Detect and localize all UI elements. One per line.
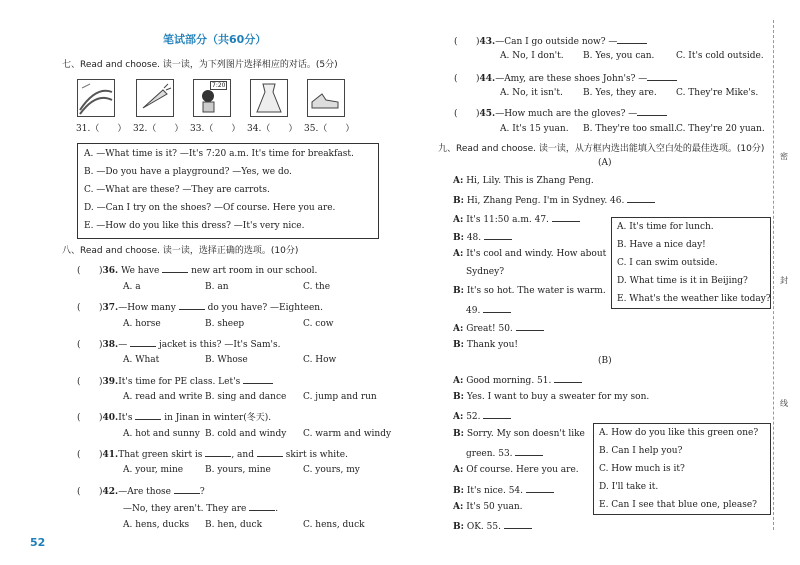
option-c: C. the <box>303 282 331 292</box>
answer-paren[interactable]: ( <box>77 413 90 423</box>
carrots-picture <box>136 79 174 117</box>
dialogue-line: A: Hi, Lily. This is Zhang Peng. <box>453 176 594 186</box>
option-a: A. What <box>123 355 160 365</box>
blank[interactable] <box>174 485 200 494</box>
option-b: B. yours, mine <box>205 465 271 475</box>
dialogue-line: 49. <box>466 304 511 316</box>
dialogue-line: B: Sorry. My son doesn't like <box>453 429 585 439</box>
question-45: ( )45.—How much are the gloves? — <box>454 106 667 119</box>
option-b: B. sing and dance <box>205 392 287 402</box>
option-b: B. Yes, they are. <box>583 88 657 98</box>
section-7-title: 七、Read and choose. 读一读，为下列图片选择相应的对话。(5分) <box>62 60 338 70</box>
blank[interactable] <box>526 484 554 493</box>
pic-answer-35[interactable]: 35.（ ） <box>304 124 355 134</box>
answer-paren[interactable]: ( <box>454 74 467 84</box>
dialogue-option: E. —How do you like this dress? —It's very nice. <box>84 221 305 231</box>
section-header-title: 笔试部分（共60分） <box>163 33 267 46</box>
answer-paren[interactable]: ( <box>77 303 90 313</box>
dialogue-line: B: Hi, Zhang Peng. I'm in Sydney. 46. <box>453 194 655 206</box>
dialogue-line: A: It's 50 yuan. <box>453 502 523 512</box>
pic-answer-31[interactable]: 31.（ ） <box>76 124 127 134</box>
option-b: B. Whose <box>205 355 248 365</box>
page-number: 52 <box>30 536 46 549</box>
question-36: ( )36. We have new art room in our school. <box>77 263 317 276</box>
margin-char: 密 <box>780 152 788 161</box>
option-c: C. cow <box>303 319 334 329</box>
question-39: ( )39.It's time for PE class. Let's <box>77 374 273 387</box>
option-c: C. warm and windy <box>303 429 392 439</box>
dialogue-option: C. —What are these? —They are carrots. <box>84 185 270 195</box>
option-a: A. a <box>123 282 141 292</box>
pic-answer-32[interactable]: 32.（ ） <box>133 124 184 134</box>
option-c: C. yours, my <box>303 465 360 475</box>
dialogue-line: A: 52. <box>453 410 511 422</box>
answer-paren[interactable]: ( <box>77 266 90 276</box>
box-option: A. It's time for lunch. <box>617 222 714 232</box>
blank[interactable] <box>504 520 532 529</box>
dialogue-line: A: It's 11:50 a.m. 47. <box>453 213 580 225</box>
box-option: B. Can I help you? <box>599 446 683 456</box>
options-box-b <box>593 423 771 515</box>
box-option: C. How much is it? <box>599 464 685 474</box>
option-a: A. It's 15 yuan. <box>500 124 569 134</box>
blank[interactable] <box>627 194 655 203</box>
blank[interactable] <box>179 301 205 310</box>
question-40: ( )40.It's in Jinan in winter(冬天). <box>77 410 271 423</box>
section-9-title: 九、Read and choose. 读一读，从方框内选出能填入空白处的最佳选项。(10分) <box>438 144 765 154</box>
answer-paren[interactable]: ( <box>77 377 90 387</box>
question-41: ( )41.That green skirt is , and skirt is white. <box>77 447 348 460</box>
box-option: E. What's the weather like today? <box>617 294 771 304</box>
options-box-a <box>611 217 771 309</box>
answer-paren[interactable]: ( <box>454 37 467 47</box>
blank[interactable] <box>162 264 188 273</box>
blank[interactable] <box>516 322 544 331</box>
answer-paren[interactable]: ( <box>454 109 467 119</box>
pic-answer-34[interactable]: 34.（ ） <box>247 124 298 134</box>
question-38: ( )38.— jacket is this? —It's Sam's. <box>77 337 281 350</box>
option-c: C. jump and run <box>303 392 377 402</box>
margin-char: 封 <box>780 276 788 285</box>
box-option: E. Can I see that blue one, please? <box>599 500 757 510</box>
dialogue-line: A: Great! 50. <box>453 322 544 334</box>
blank[interactable] <box>617 35 647 44</box>
answer-paren[interactable]: ( <box>77 487 90 497</box>
dialogue-line: B: 48. <box>453 231 512 243</box>
section-8-title: 八、Read and choose. 读一读，选择正确的选项。(10分) <box>62 246 299 256</box>
dialogue-line: A: Good morning. 51. <box>453 374 582 386</box>
dialogue-line: B: It's so hot. The water is warm. <box>453 286 606 296</box>
option-b: B. They're too small. <box>583 124 677 134</box>
blank[interactable] <box>637 107 667 116</box>
clock-time: 7:20 <box>212 82 226 89</box>
blank[interactable] <box>257 448 283 457</box>
answer-paren[interactable]: ( <box>77 450 90 460</box>
option-a: A. hens, ducks <box>123 520 190 530</box>
part-a-label: (A) <box>598 158 612 168</box>
option-c: C. It's cold outside. <box>676 51 764 61</box>
seal-dashed-line <box>773 20 774 530</box>
margin-char: 线 <box>780 399 788 408</box>
dialogue-line: Sydney? <box>466 267 505 277</box>
blank[interactable] <box>647 72 677 81</box>
dialogue-line: B: OK. 55. <box>453 520 532 532</box>
pic-answer-33[interactable]: 33.（ ） <box>190 124 241 134</box>
dialogue-line: A: Of course. Here you are. <box>453 465 579 475</box>
question-44: ( )44.—Amy, are these shoes John's? — <box>454 71 677 84</box>
box-option: C. I can swim outside. <box>617 258 718 268</box>
option-b: B. sheep <box>205 319 245 329</box>
option-b: B. cold and windy <box>205 429 287 439</box>
blank[interactable] <box>483 410 511 419</box>
answer-paren[interactable]: ( <box>77 340 90 350</box>
dress-picture <box>250 79 288 117</box>
dialogue-option: A. —What time is it? —It's 7:20 a.m. It's time for breakfast. <box>84 149 354 159</box>
blank[interactable] <box>243 375 273 384</box>
option-a: A. read and write <box>123 392 203 402</box>
dialogue-line: B: Thank you! <box>453 340 519 350</box>
clock-boy-picture <box>193 79 231 117</box>
option-c: C. hens, duck <box>303 520 365 530</box>
option-a: A. horse <box>123 319 161 329</box>
playground-picture <box>77 79 115 117</box>
dialogue-line: B: It's nice. 54. <box>453 484 554 496</box>
option-c: C. They're 20 yuan. <box>676 124 765 134</box>
box-option: A. How do you like this green one? <box>599 428 759 438</box>
option-b: B. hen, duck <box>205 520 263 530</box>
option-a: A. No, I don't. <box>500 51 564 61</box>
option-a: A. your, mine <box>123 465 184 475</box>
blank[interactable] <box>515 447 543 456</box>
blank[interactable] <box>483 304 511 313</box>
dialogue-option: D. —Can I try on the shoes? —Of course. Here you are. <box>84 203 336 213</box>
question-43: ( )43.—Can I go outside now? — <box>454 34 647 47</box>
question-37: ( )37.—How many do you have? —Eighteen. <box>77 300 323 313</box>
dialogue-line: B: Yes. I want to buy a sweater for my son. <box>453 392 650 402</box>
option-b: B. Yes, you can. <box>583 51 655 61</box>
box-option: B. Have a nice day! <box>617 240 706 250</box>
blank[interactable] <box>205 448 231 457</box>
option-a: A. No, it isn't. <box>500 88 563 98</box>
option-a: A. hot and sunny <box>123 429 200 439</box>
shoes-picture <box>307 79 345 117</box>
question-42: ( )42.—Are those ? <box>77 484 205 497</box>
blank[interactable] <box>554 374 582 383</box>
question-42-line2: —No, they aren't. They are . <box>123 504 279 514</box>
box-option: D. What time is it in Beijing? <box>617 276 748 286</box>
box-option: D. I'll take it. <box>599 482 659 492</box>
option-c: C. How <box>303 355 337 365</box>
blank[interactable] <box>135 411 161 420</box>
dialogue-line: A: It's cool and windy. How about <box>453 249 607 259</box>
part-b-label: (B) <box>598 356 612 366</box>
option-b: B. an <box>205 282 229 292</box>
dialogue-options-box <box>77 143 379 239</box>
dialogue-line: green. 53. <box>466 447 543 459</box>
blank[interactable] <box>249 502 275 511</box>
blank[interactable] <box>552 213 580 222</box>
option-c: C. They're Mike's. <box>676 88 759 98</box>
blank[interactable] <box>484 231 512 240</box>
dialogue-option: B. —Do you have a playground? —Yes, we do. <box>84 167 292 177</box>
blank[interactable] <box>130 338 156 347</box>
